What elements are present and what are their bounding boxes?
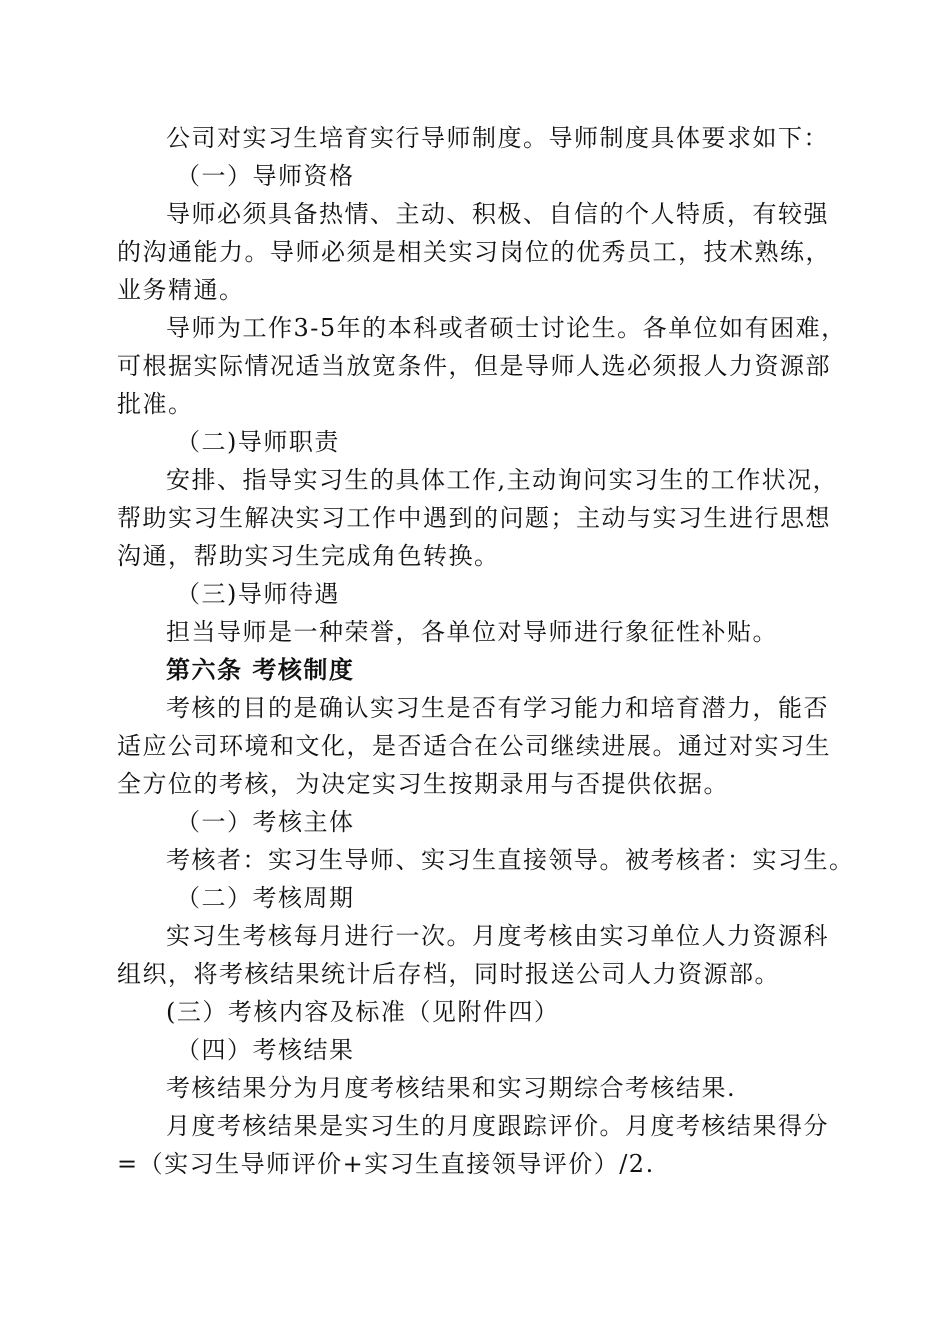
section-heading: （一）导师资格	[176, 162, 355, 190]
section-heading: （四）考核结果	[176, 1036, 355, 1064]
section-heading: （二）考核周期	[176, 884, 355, 912]
paragraph-line: 组织，将考核结果统计后存档，同时报送公司人力资源部。	[117, 960, 780, 988]
paragraph-line: 月度考核结果是实习生的月度跟踪评价。月度考核结果得分	[166, 1112, 829, 1140]
paragraph-line: 考核结果分为月度考核结果和实习期综合考核结果.	[166, 1074, 737, 1102]
section-heading: (三）考核内容及标准（见附件四）	[166, 998, 560, 1026]
paragraph-line: 安排、指导实习生的具体工作,主动询问实习生的工作状况，	[166, 466, 839, 494]
paragraph-line: 公司对实习生培育实行导师制度。导师制度具体要求如下：	[166, 124, 829, 152]
section-heading: （三)导师待遇	[176, 580, 340, 608]
paragraph-line: 导师为工作3-5年的本科或者硕士讨论生。各单位如有困难，	[166, 314, 847, 342]
paragraph-line: 沟通，帮助实习生完成角色转换。	[117, 542, 500, 570]
paragraph-line: 全方位的考核，为决定实习生按期录用与否提供依据。	[117, 770, 729, 798]
paragraph-line: 批准。	[117, 390, 194, 418]
paragraph-line: 业务精通。	[117, 276, 245, 304]
paragraph-line: 的沟通能力。导师必须是相关实习岗位的优秀员工，技术熟练，	[117, 238, 831, 266]
paragraph-line: 帮助实习生解决实习工作中遇到的问题；主动与实习生进行思想	[117, 504, 831, 532]
paragraph-line: 考核者：实习生导师、实习生直接领导。被考核者：实习生。	[166, 846, 855, 874]
article-heading: 第六条 考核制度	[166, 655, 355, 684]
paragraph-line: 考核的目的是确认实习生是否有学习能力和培育潜力，能否	[166, 694, 829, 722]
paragraph-line: 担当导师是一种荣誉，各单位对导师进行象征性补贴。	[166, 618, 778, 646]
section-heading: （一）考核主体	[176, 808, 355, 836]
paragraph-line: 导师必须具备热情、主动、积极、自信的个人特质，有较强	[166, 200, 829, 228]
paragraph-line: 适应公司环境和文化，是否适合在公司继续进展。通过对实习生	[117, 732, 831, 760]
formula-line: =（实习生导师评价+实习生直接领导评价）/2.	[117, 1150, 655, 1178]
paragraph-line: 可根据实际情况适当放宽条件，但是导师人选必须报人力资源部	[117, 352, 831, 380]
section-heading: （二)导师职责	[176, 428, 340, 456]
paragraph-line: 实习生考核每月进行一次。月度考核由实习单位人力资源科	[166, 922, 829, 950]
